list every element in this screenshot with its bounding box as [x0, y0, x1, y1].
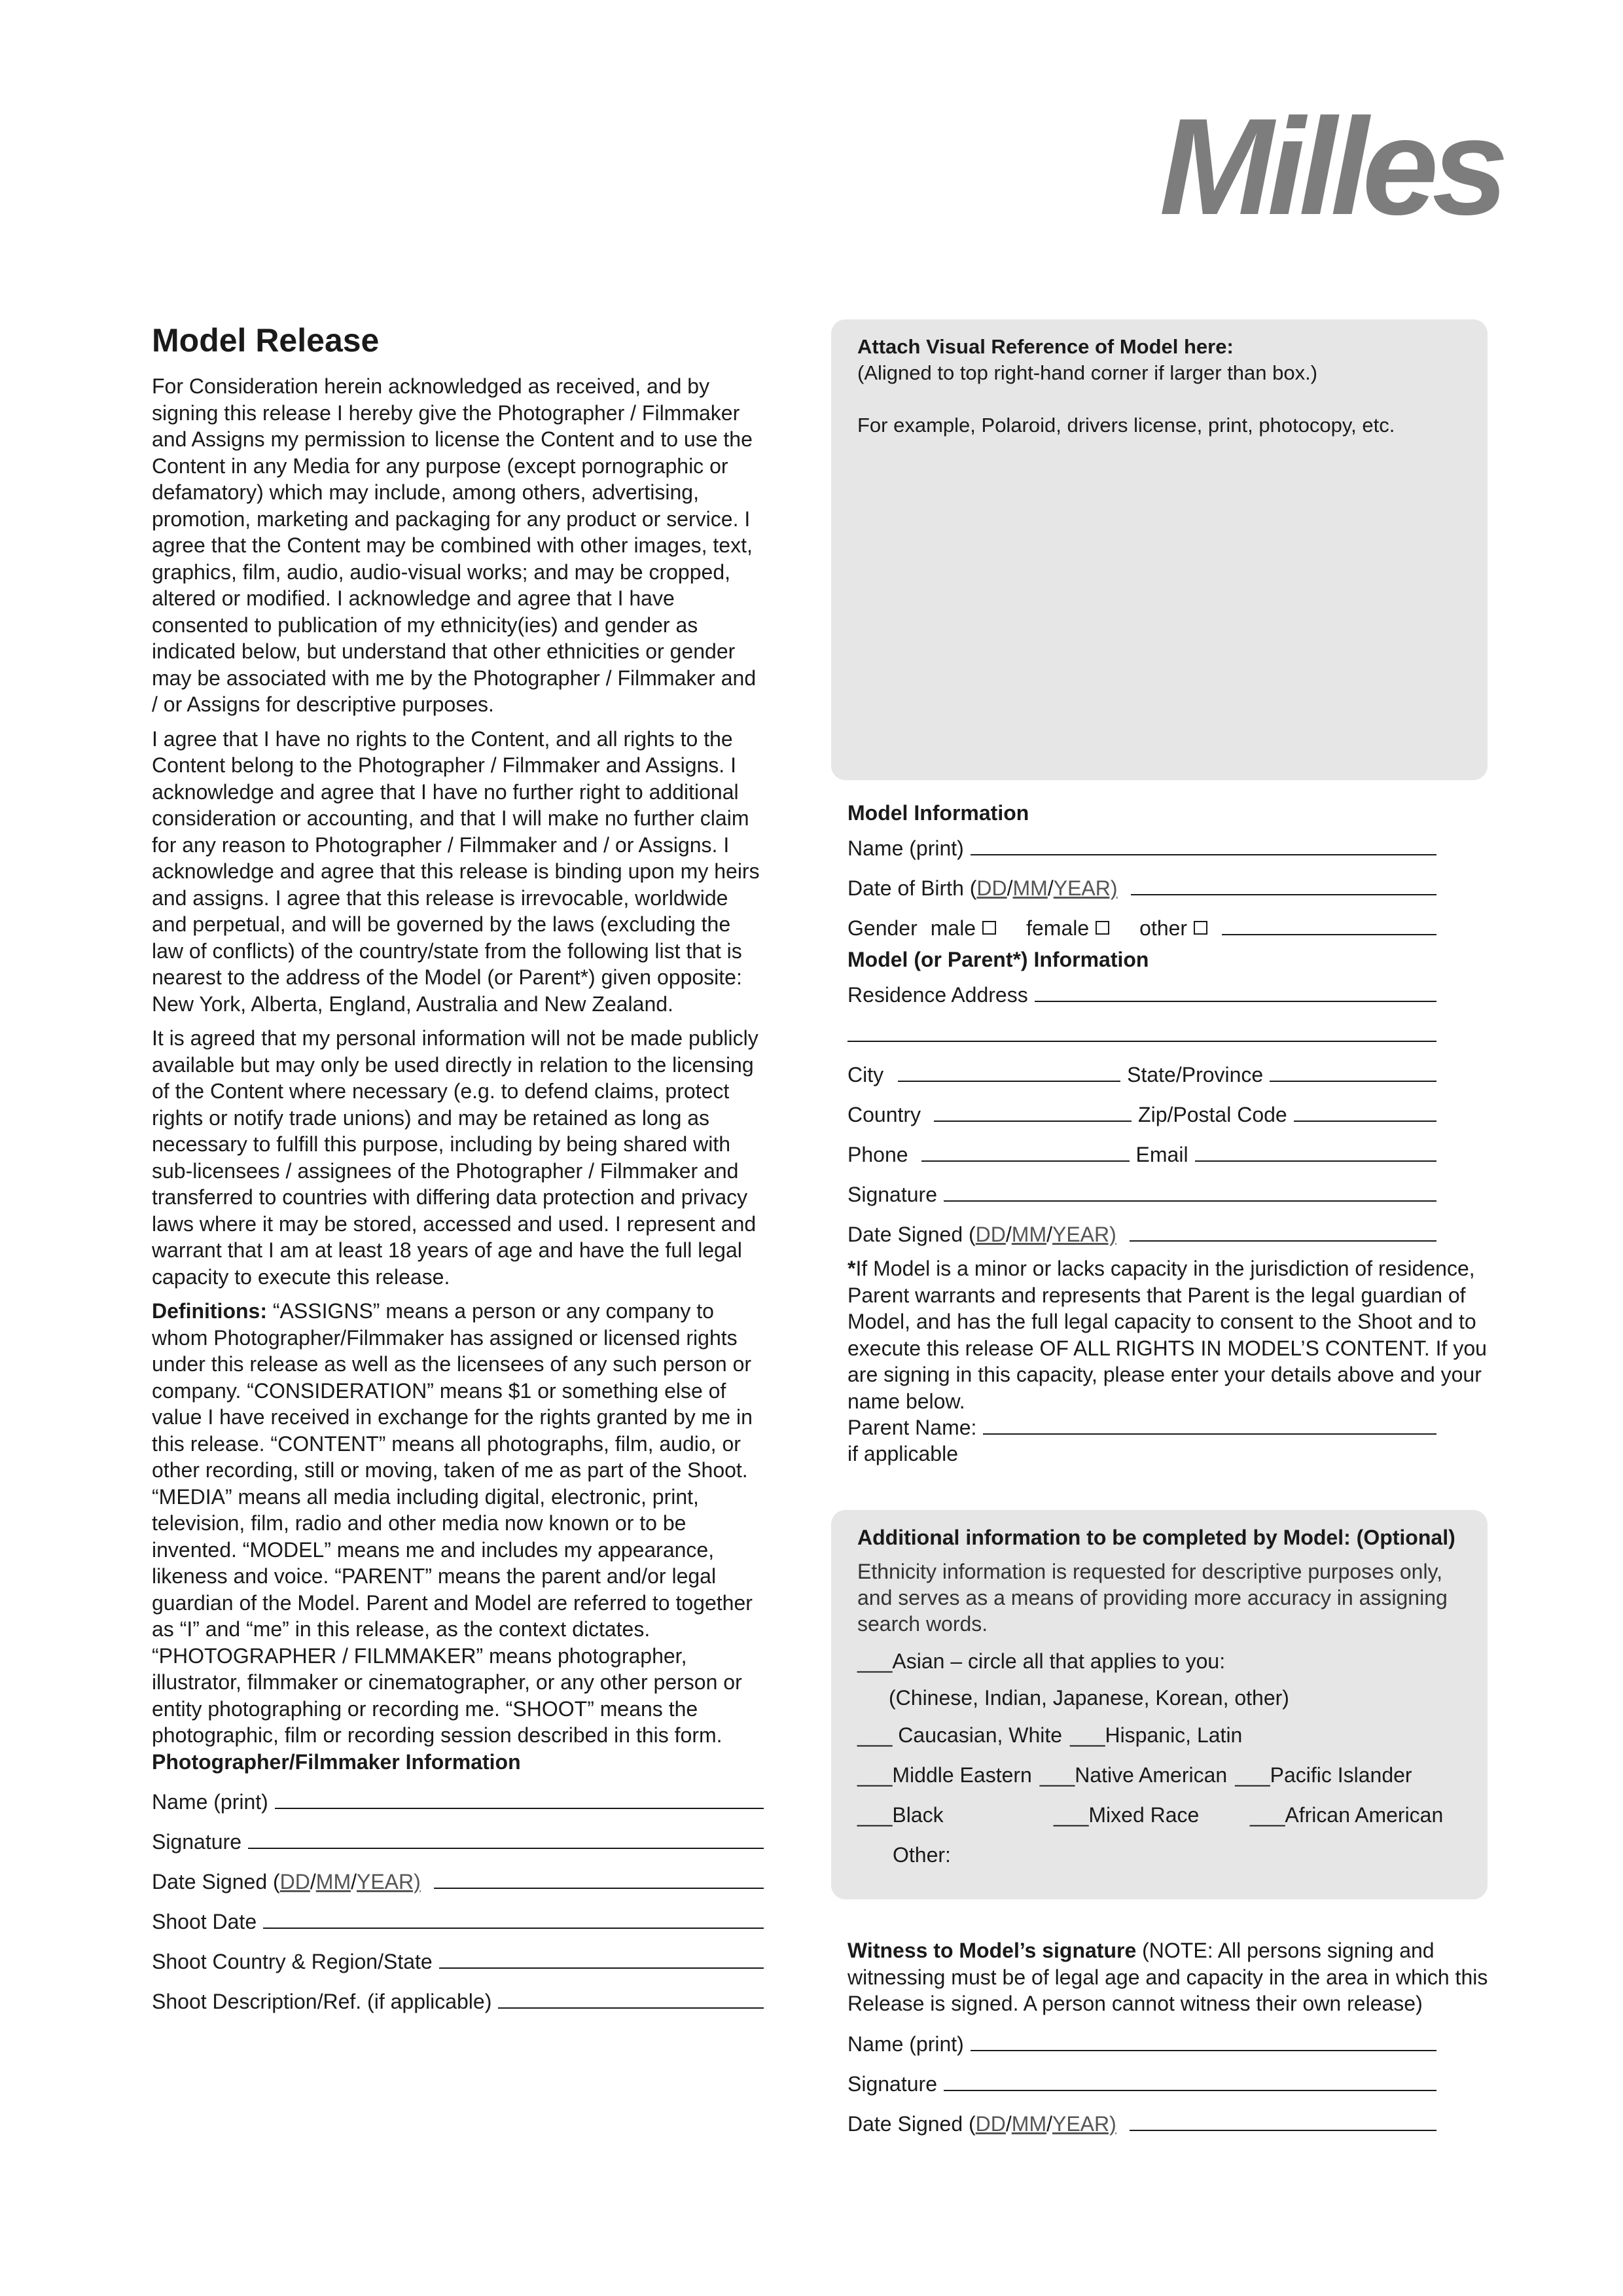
parent-signature-line[interactable]: [944, 1181, 1436, 1202]
email-label: Email: [1135, 1143, 1188, 1166]
address-line-2[interactable]: [847, 1021, 1436, 1042]
witness-name-label: Name (print): [847, 2032, 964, 2056]
address-line[interactable]: [1035, 981, 1436, 1002]
ethnicity-other-label: Other:: [893, 1842, 951, 1867]
shoot-country-line[interactable]: [439, 1948, 764, 1969]
zip-line[interactable]: [1294, 1101, 1436, 1122]
parent-date-line[interactable]: [1130, 1221, 1436, 1242]
gender-other-line[interactable]: [1222, 914, 1436, 935]
parent-signature-label: Signature: [847, 1183, 937, 1206]
ethnicity-caucasian[interactable]: ___ Caucasian, White: [857, 1723, 1063, 1747]
ethnicity-other-row[interactable]: [857, 1835, 1461, 1874]
reference-example: For example, Polaroid, drivers license, print, photocopy, etc.: [857, 414, 1395, 437]
shoot-description-label: Shoot Description/Ref. (if applicable): [152, 1989, 492, 2013]
witness-name-line[interactable]: [971, 2030, 1436, 2051]
ethnicity-middle-eastern[interactable]: ___Middle Eastern: [857, 1763, 1032, 1787]
phone-line[interactable]: [921, 1141, 1130, 1162]
ethnicity-hispanic[interactable]: ___Hispanic, Latin: [1070, 1723, 1243, 1747]
ethnicity-african-american[interactable]: ___African American: [1250, 1803, 1444, 1827]
witness-intro: [847, 1937, 1508, 2017]
photographer-signature-label: Signature: [152, 1829, 241, 1854]
photographer-name-label: Name (print): [152, 1789, 268, 1814]
ethnicity-native-american[interactable]: ___Native American: [1039, 1763, 1228, 1787]
gender-female-label: female: [1026, 916, 1090, 940]
ethnicity-asian[interactable]: ___Asian – circle all that applies to you:: [857, 1649, 1226, 1673]
witness-signature-field[interactable]: [847, 2057, 1436, 2097]
email-line[interactable]: [1195, 1141, 1436, 1162]
city-state-field[interactable]: [847, 1048, 1436, 1088]
model-dob-label: Date of Birth (DD/MM/YEAR): [847, 876, 1118, 900]
model-dob-field[interactable]: [847, 861, 1436, 901]
if-applicable-label: if applicable: [847, 1442, 958, 1465]
reference-subtitle: (Aligned to top right-hand corner if larger than box.): [857, 361, 1318, 384]
ethnicity-row-3: [857, 1755, 1461, 1795]
model-gender-field[interactable]: [847, 901, 1436, 941]
photographer-signature-line[interactable]: [248, 1828, 764, 1849]
shoot-date-line[interactable]: [263, 1908, 764, 1929]
witness-date-line[interactable]: [1130, 2110, 1436, 2131]
ethnicity-heading: Additional information to be completed by Model: (Optional): [857, 1526, 1455, 1549]
photographer-signature-field[interactable]: [152, 1815, 764, 1855]
ethnicity-pacific-islander[interactable]: ___Pacific Islander: [1235, 1763, 1412, 1787]
gender-male-checkbox[interactable]: [982, 921, 996, 935]
phone-label: Phone: [847, 1143, 908, 1166]
gender-label: Gender: [847, 916, 918, 940]
witness-date-label: Date Signed (DD/MM/YEAR): [847, 2111, 1116, 2136]
parent-note: *If Model is a minor or lacks capacity in the jurisdiction of residence, Parent warrants and represents that Parent is the legal guardian of Model, and has the full legal capacity to consent to the Shoot and to execute this release OF ALL RIGHTS IN MODEL’S CONTENT. If you are signing in this capacity, please enter your details above and your name below.: [847, 1257, 1487, 1413]
shoot-date-label: Shoot Date: [152, 1909, 257, 1933]
milles-logo: Milles: [1159, 90, 1502, 243]
shoot-country-label: Shoot Country & Region/State: [152, 1949, 433, 1973]
model-name-field[interactable]: [847, 826, 1436, 861]
photographer-name-field[interactable]: [152, 1775, 764, 1815]
ethnicity-box: [831, 1510, 1488, 1899]
state-label: State/Province: [1127, 1063, 1264, 1086]
address-line-2-field[interactable]: [847, 1008, 1436, 1048]
witness-section: [847, 1937, 1508, 2137]
photographer-date-label: Date Signed (DD/MM/YEAR): [152, 1869, 421, 1893]
release-paragraph-2: I agree that I have no rights to the Content, and all rights to the Content belong to the Photographer / Filmmaker and Assigns. I acknowledge and agree that I have no further right to additional consideration or accounting, and that I will make no further claim for any reason to Photographer / Filmmaker and / or Assigns. I acknowledge and agree that this release is binding upon my heirs and assigns. I agree that this release is irrevocable, worldwide and perpetual, and will be governed by the laws (excluding the law of conflicts) of the country/state from the following list that is nearest to the address of the Model (or Parent*) given opposite: New York, Alberta, England, Australia and New Zealand.: [152, 726, 760, 1016]
ethnicity-row-2: [857, 1715, 1461, 1755]
definitions-label: Definitions:: [152, 1299, 267, 1323]
shoot-country-field[interactable]: [152, 1935, 764, 1975]
witness-heading: Witness to Model’s signature: [847, 1939, 1137, 1962]
ethnicity-description: Ethnicity information is requested for descriptive purposes only, and serves as a means of providing more accuracy in assigning search words.: [857, 1560, 1448, 1636]
model-info-section: [847, 800, 1487, 1467]
release-column: [152, 321, 764, 2015]
photographer-heading: Photographer/Filmmaker Information: [152, 1749, 521, 1774]
parent-name-label: Parent Name:: [847, 1416, 977, 1439]
visual-reference-box[interactable]: [831, 319, 1488, 780]
parent-date-field[interactable]: [847, 1208, 1436, 1247]
model-dob-line[interactable]: [1131, 874, 1436, 895]
photographer-name-line[interactable]: [275, 1788, 764, 1809]
gender-female-checkbox[interactable]: [1096, 921, 1109, 935]
witness-signature-label: Signature: [847, 2072, 937, 2096]
state-line[interactable]: [1270, 1061, 1436, 1082]
witness-date-field[interactable]: [847, 2097, 1436, 2137]
parent-name-field[interactable]: [847, 1414, 1436, 1441]
ethnicity-asian-row[interactable]: [857, 1641, 1461, 1681]
witness-signature-line[interactable]: [944, 2070, 1436, 2091]
city-line[interactable]: [898, 1061, 1120, 1082]
shoot-description-line[interactable]: [498, 1988, 764, 2009]
definitions-paragraph: [152, 1298, 764, 1749]
city-label: City: [847, 1063, 884, 1086]
definitions-text: “ASSIGNS” means a person or any company to whom Photographer/Filmmaker has assigned or licensed rights under this release as well as the licensees of any such person or company. “CONSIDERATION” means $1 or something else of value I have received in exchange for the rights granted by me in this release. “CONTENT” means all photographs, film, audio, or other recording, still or moving, taken of me as part of the Shoot. “MEDIA” means all media including digital, electronic, print, television, film, radio and other media now known or to be invented. “MODEL” means me and includes my appearance, likeness and voice. “PARENT” means the parent and/or legal guardian of the Model. Parent and Model are referred to together as “I” and “me” in this release, as the context dictates. “PHOTOGRAPHER / FILMMAKER” means photographer, illustrator, filmmaker or cinematographer, or any other person or entity photographing or recording me. “SHOOT” means the photographic, film or recording session described in this form.: [152, 1299, 753, 1747]
page-title: Model Release: [152, 322, 380, 359]
phone-email-field[interactable]: [847, 1128, 1436, 1168]
model-info-heading: Model Information: [847, 801, 1029, 825]
gender-other-label: other: [1139, 916, 1188, 940]
gender-other-checkbox[interactable]: [1194, 921, 1207, 935]
model-name-label: Name (print): [847, 836, 964, 860]
parent-date-label: Date Signed (DD/MM/YEAR): [847, 1223, 1116, 1246]
photographer-date-field[interactable]: [152, 1855, 764, 1895]
reference-title: Attach Visual Reference of Model here:: [857, 335, 1234, 358]
country-line[interactable]: [934, 1101, 1132, 1122]
parent-name-line[interactable]: [983, 1414, 1436, 1435]
photographer-date-line[interactable]: [434, 1868, 764, 1889]
address-label: Residence Address: [847, 983, 1028, 1007]
parent-signature-field[interactable]: [847, 1168, 1436, 1208]
ethnicity-mixed-race[interactable]: ___Mixed Race: [1054, 1803, 1200, 1827]
ethnicity-row-4: [857, 1795, 1461, 1835]
ethnicity-black[interactable]: ___Black: [857, 1803, 944, 1827]
witness-name-field[interactable]: [847, 2017, 1436, 2057]
address-field[interactable]: [847, 973, 1436, 1008]
ethnicity-asian-sub-row: [857, 1681, 1461, 1715]
parent-info-heading: Model (or Parent*) Information: [847, 948, 1149, 971]
release-paragraph-3: It is agreed that my personal information will not be made publicly available but may only be used directly in relation to the licensing of the Content where necessary (e.g. to defend claims, protect rights or notify trade unions) and may be retained as long as necessary to fulfill this purpose, including by being shared with sub-licensees / assignees of the Photographer / Filmmaker and transferred to countries with differing data protection and privacy laws where it may be stored, accessed and used. I represent and warrant that I am at least 18 years of age and have the full legal capacity to execute this release.: [152, 1026, 758, 1289]
zip-label: Zip/Postal Code: [1138, 1103, 1287, 1126]
witness-note: (NOTE: All persons signing and witnessing must be of legal age and capacity in the area in which this Release is signed. A person cannot witness their own release): [847, 1939, 1488, 2015]
ethnicity-asian-options[interactable]: (Chinese, Indian, Japanese, Korean, other): [889, 1686, 1289, 1710]
shoot-description-field[interactable]: [152, 1975, 764, 2015]
shoot-date-field[interactable]: [152, 1895, 764, 1935]
country-label: Country: [847, 1103, 921, 1126]
gender-male-label: male: [930, 916, 976, 940]
country-zip-field[interactable]: [847, 1088, 1436, 1128]
model-name-line[interactable]: [971, 834, 1436, 855]
release-paragraph-1: For Consideration herein acknowledged as received, and by signing this release I hereby give the Photographer / Filmmaker and Assigns my permission to license the Content and to use the Content in any Media for any purpose (except pornographic or defamatory) which may include, among others, advertising, promotion, marketing and packaging for any product or service. I agree that the Content may be combined with other images, text, graphics, film, audio, audio-visual works; and may be cropped, altered or modified. I acknowledge and agree that I have consented to publication of my ethnicity(ies) and gender as indicated below, but understand that other ethnicities or gender may be associated with me by the Photographer / Filmmaker and / or Assigns for descriptive purposes.: [152, 374, 757, 716]
